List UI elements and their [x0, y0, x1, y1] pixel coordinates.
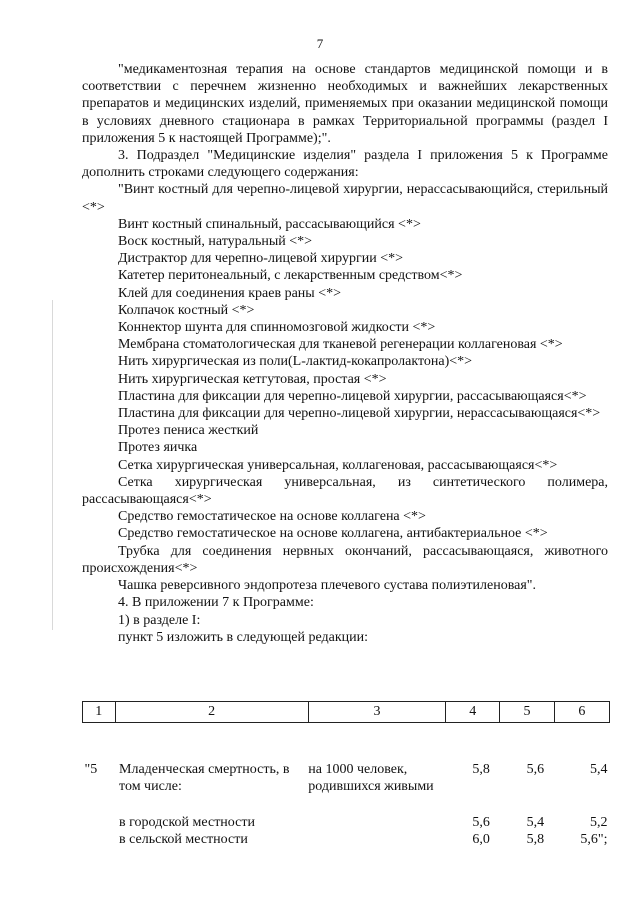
table-cell: 5,6"; — [580, 832, 608, 847]
table-cell: 5,2 — [590, 815, 608, 830]
table-cell: 5,4 — [590, 762, 608, 777]
table-cell: на 1000 человек, родившихся живыми — [308, 762, 434, 794]
paragraph-subsection-3: 3. Подраздел "Медицинские изделия" раздела I приложения 5 к Программе дополнить строками следующего содержания: — [82, 148, 608, 181]
table-cell: в городской местности — [119, 815, 255, 830]
list-item: Протез яичка — [118, 440, 198, 456]
list-item: Мембрана стоматологическая для тканевой регенерации коллагеновая <*> — [118, 337, 563, 353]
table-cell: 5,8 — [526, 832, 545, 847]
list-item: Пластина для фиксации для черепно-лицевой хирургии, нерассасывающаяся<*> — [118, 406, 601, 422]
table-header-cell: 6 — [554, 702, 609, 723]
list-item: Пластина для фиксации для черепно-лицевой хирургии, рассасывающаяся<*> — [118, 388, 587, 404]
list-item: Сетка хирургическая универсальная, коллагеновая, рассасывающаяся<*> — [118, 457, 558, 473]
list-item: Катетер перитонеальный, с лекарственным средством<*> — [118, 268, 463, 284]
table-row — [83, 795, 610, 831]
paragraph-therapy: "медикаментозная терапия на основе стандартов медицинской помощи и в соответствии с перечнем жизненно необходимых и важнейших лекарственных препаратов и медицинских изделий, применяемых при оказании медицинской помощи в условиях дневного стационара в рамках Территориальной программы (раздел I приложения 5 к настоящей Программе);". — [82, 62, 608, 146]
table-cell: 5,4 — [526, 815, 545, 830]
list-item: Клей для соединения краев раны <*> — [118, 285, 341, 301]
list-item: Сетка хирургическая универсальная, из синтетического полимера, рассасывающаяся<*> — [82, 474, 608, 508]
list-item: "Винт костный для черепно-лицевой хирургии, нерассасывающийся, стерильный <*> — [82, 182, 608, 215]
table-header-cell: 1 — [83, 702, 116, 723]
list-item: Средство гемостатическое на основе коллагена <*> — [118, 509, 426, 525]
list-item: Чашка реверсивного эндопротеза плечевого сустава полиэтиленовая". — [118, 578, 537, 594]
page-number: 7 — [316, 36, 324, 51]
table-cell — [308, 795, 445, 831]
scan-artifact-line — [52, 300, 53, 630]
document-body — [82, 61, 608, 646]
table-header-cell: 2 — [115, 702, 308, 723]
section-4-heading: 4. В приложении 7 к Программе: — [118, 595, 314, 611]
table-cell: Младенческая смертность, в том числе: — [119, 762, 290, 794]
table-cell: "5 — [84, 762, 98, 777]
list-item: Коннектор шунта для спинномозговой жидкости <*> — [118, 320, 436, 336]
table-header-row — [83, 702, 610, 723]
section-4-subitem: 1) в разделе I: — [118, 612, 201, 628]
list-item: Воск костный, натуральный <*> — [118, 234, 313, 250]
table-row — [83, 831, 610, 848]
section-4-instruction: пункт 5 изложить в следующей редакции: — [118, 629, 368, 645]
table-header-cell: 3 — [308, 702, 445, 723]
table-cell — [83, 795, 116, 831]
table-row — [83, 723, 610, 796]
list-item: Колпачок костный <*> — [118, 302, 255, 318]
list-item: Протез пениса жесткий — [118, 423, 259, 439]
list-item: Нить хирургическая кетгутовая, простая <*> — [118, 371, 387, 387]
table-cell: в сельской местности — [119, 832, 248, 847]
table-header-cell: 4 — [446, 702, 500, 723]
list-item: Нить хирургическая из поли(L-лактид-кокапролактона)<*> — [118, 354, 473, 370]
list-item: Трубка для соединения нервных окончаний, рассасывающаяся, животного происхождения<*> — [82, 543, 608, 576]
table-header-cell: 5 — [500, 702, 554, 723]
list-item: Средство гемостатическое на основе коллагена, антибактериальное <*> — [118, 526, 548, 542]
indicator-table — [82, 701, 610, 848]
table-cell: 5,6 — [472, 815, 490, 830]
table-cell: 5,8 — [472, 762, 490, 777]
table-cell: 5,6 — [526, 762, 545, 777]
list-item: Винт костный спинальный, рассасывающийся <*> — [118, 216, 421, 232]
table-cell — [308, 831, 445, 848]
table-cell — [83, 831, 116, 848]
list-item: Дистрактор для черепно-лицевой хирургии <*> — [118, 251, 403, 267]
table-cell: 6,0 — [472, 832, 490, 847]
